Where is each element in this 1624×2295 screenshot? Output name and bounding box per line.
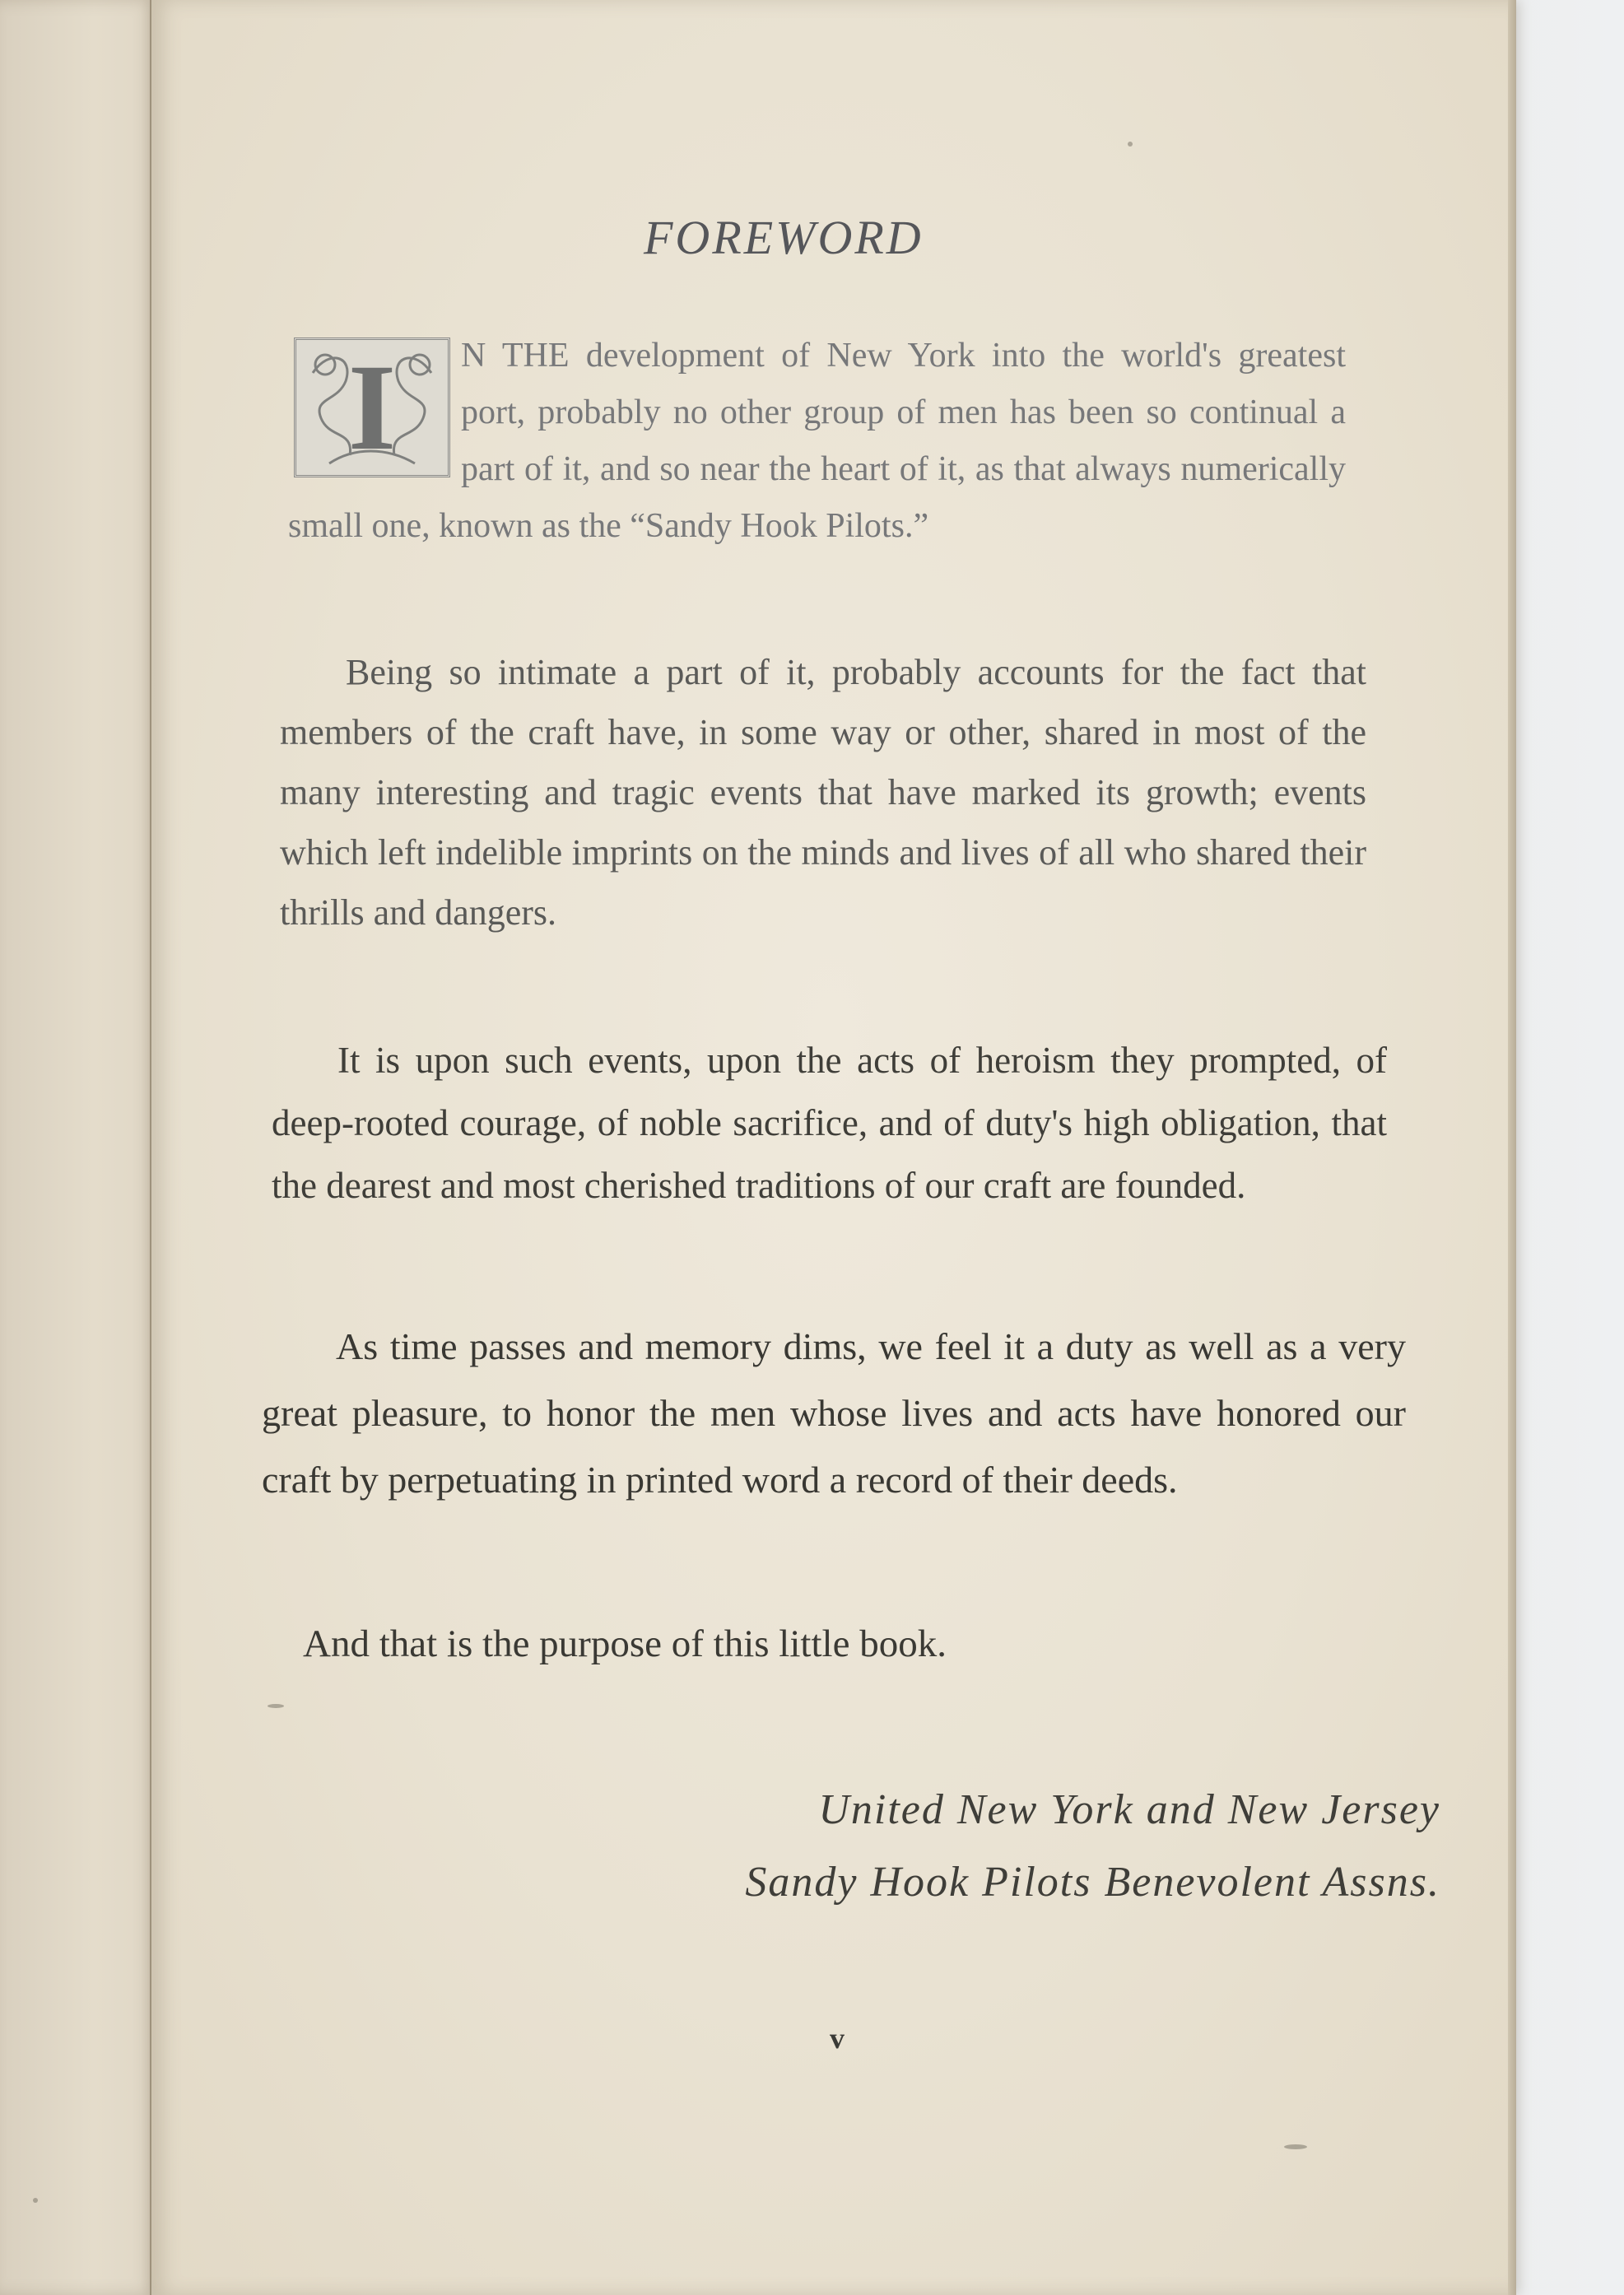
paragraph-1 [288,328,1346,555]
paper-speck [268,1704,284,1708]
drop-cap-letter: I [347,339,397,476]
signature-line-1: United New York and New Jersey [818,1786,1440,1833]
paragraph-3: It is upon such events, upon the acts of heroism they prompted, of deep-rooted courage, of noble sacrifice, and of duty's high obligation, that the dearest and most cherished traditions of our craft are founded. [272,1040,1387,1206]
paragraph-2: Being so intimate a part of it, probably accounts for the fact that members of the craft have, in some way or other, shared in most of the many interesting and tragic events that have marked its growth; events which left indelible imprints on the minds and lives of all who shared their thrills and dangers. [280,652,1366,933]
paper-speck [33,2198,38,2203]
page-edge-shadow [1508,0,1516,2295]
paragraph-5: And that is the purpose of this little book. [303,1622,947,1665]
previous-page-edge [0,0,159,2295]
drop-cap-spacer [288,328,461,492]
page-number: v [830,2022,845,2055]
signature-block [634,1774,1440,1919]
paper-speck [1284,2144,1307,2149]
signature-line-2: Sandy Hook Pilots Benevolent Assns. [745,1859,1440,1906]
page-title: FOREWORD [644,211,924,264]
paragraph-1-text: N THE development of New York into the world's greatest port, probably no other group of men has been so continual a part of it, and so near the heart of it, as that always numerically small one, known as the “Sandy Hook Pilots.” [288,337,1346,545]
paper-speck [1128,142,1133,147]
paragraph-4: As time passes and memory dims, we feel it a duty as well as a very great pleasure, to honor the men whose lives and acts have honored our craft by perpetuating in printed word a record of their deeds. [262,1325,1406,1501]
